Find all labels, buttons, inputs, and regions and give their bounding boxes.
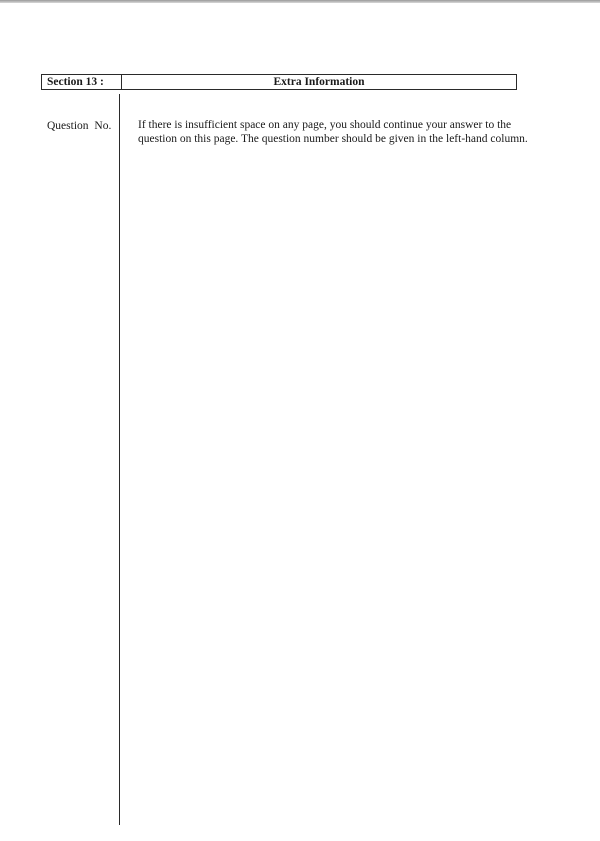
instructions-text: If there is insufficient space on any page, you should continue your answer to the question on this page. The question number should be given in the left-hand column. [138, 119, 528, 145]
column-divider [119, 94, 120, 825]
scan-edge [0, 0, 600, 3]
section-label: Section 13 : [42, 75, 122, 89]
section-title: Extra Information [273, 76, 365, 88]
question-number-label: Question No. [47, 120, 112, 132]
section-header [41, 74, 517, 90]
